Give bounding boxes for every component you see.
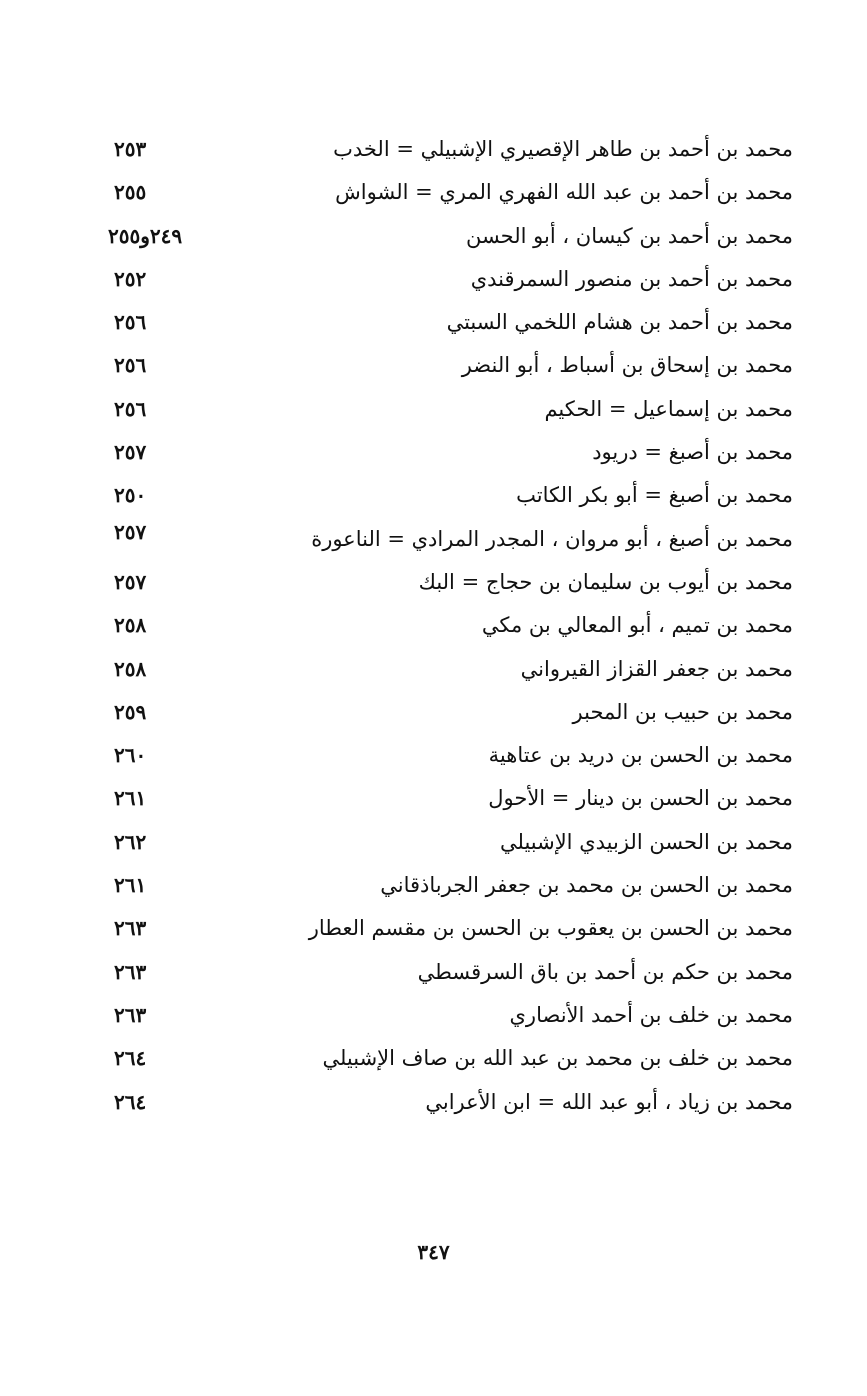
- entry-page-number: ٢٥٢: [114, 266, 147, 291]
- entry-name: محمد بن أحمد بن كيسان ، أبو الحسن: [465, 223, 793, 248]
- entry-page-number: ٢٥٦: [114, 353, 147, 378]
- index-entry: [100, 821, 793, 864]
- index-entry: [100, 1081, 793, 1124]
- entry-name: محمد بن أحمد بن هشام اللخمي السبتي: [446, 310, 793, 335]
- entry-page-number: ٢٦٢: [114, 829, 147, 854]
- entry-name: محمد بن أصبغ = دريود: [592, 440, 793, 465]
- entry-name: محمد بن الحسن بن دينار = الأحول: [488, 786, 793, 811]
- entry-name: محمد بن زياد ، أبو عبد الله = ابن الأعرابي: [425, 1089, 793, 1114]
- entry-name: محمد بن أصبغ = أبو بكر الكاتب: [516, 483, 793, 508]
- entry-page-number: ٢٥٦: [114, 396, 147, 421]
- index-entry: [100, 258, 793, 301]
- entry-name: محمد بن إسماعيل = الحكيم: [544, 396, 793, 421]
- entry-page-number: ٢٦٤: [114, 1089, 147, 1114]
- entry-page-number: ٢٥٥: [114, 180, 147, 205]
- index-entry: [100, 431, 793, 474]
- entry-page-number: ٢٦٣: [114, 916, 147, 941]
- index-entries: [100, 128, 793, 1124]
- entry-name: محمد بن جعفر القزاز القيرواني: [520, 656, 793, 681]
- entry-page-number: ٢٥٧: [114, 519, 147, 544]
- entry-page-number: ٢٦١: [114, 786, 147, 811]
- entry-name: محمد بن الحسن بن محمد بن جعفر الجرباذقاني: [380, 873, 793, 898]
- index-entry: [100, 691, 793, 734]
- entry-name: محمد بن الحسن بن يعقوب بن الحسن بن مقسم العطار: [308, 916, 793, 941]
- index-entry: [100, 994, 793, 1037]
- index-entry: [100, 907, 793, 950]
- entry-page-number: ٢٥٠: [114, 483, 147, 508]
- entry-name: محمد بن أصبغ ، أبو مروان ، المجدر المرادي = الناعورة: [311, 526, 793, 551]
- entry-name: محمد بن خلف بن أحمد الأنصاري: [509, 1002, 793, 1027]
- index-entry: [100, 344, 793, 387]
- page-number: ٣٤٧: [417, 1240, 450, 1264]
- index-entry: [100, 604, 793, 647]
- index-entry: [100, 301, 793, 344]
- entry-page-number: ٢٥٩: [114, 699, 147, 724]
- index-entry: [100, 648, 793, 691]
- index-entry: [100, 388, 793, 431]
- entry-name: محمد بن تميم ، أبو المعالي بن مكي: [481, 613, 793, 638]
- index-entry: [100, 561, 793, 604]
- entry-page-number: ٢٥٧: [114, 569, 147, 594]
- index-entry: [100, 518, 793, 561]
- index-entry: [100, 864, 793, 907]
- index-entry: [100, 171, 793, 214]
- index-entry: [100, 128, 793, 171]
- entry-page-number: ٢٥٧: [114, 440, 147, 465]
- entry-page-number: ٢٥٨: [114, 656, 147, 681]
- index-entry: [100, 1037, 793, 1080]
- entry-name: محمد بن حبيب بن المحبر: [572, 699, 793, 724]
- entry-page-number: ٢٤٩و٢٥٥: [108, 223, 183, 248]
- index-entry: [100, 734, 793, 777]
- entry-page-number: ٢٦١: [114, 873, 147, 898]
- entry-page-number: ٢٦٣: [114, 959, 147, 984]
- entry-name: محمد بن أحمد بن منصور السمرقندي: [470, 266, 793, 291]
- entry-name: محمد بن الحسن بن دريد بن عتاهية: [488, 743, 793, 768]
- entry-page-number: ٢٥٨: [114, 613, 147, 638]
- index-entry: [100, 777, 793, 820]
- entry-page-number: ٢٥٣: [114, 137, 147, 161]
- entry-page-number: ٢٦٣: [114, 1002, 147, 1027]
- entry-name: محمد بن أحمد بن عبد الله الفهري المري = الشواش: [335, 180, 793, 205]
- entry-name: محمد بن أحمد بن طاهر الإقصيري الإشبيلي = الخدب: [333, 137, 793, 161]
- entry-page-number: ٢٦٠: [114, 743, 147, 768]
- index-entry: [100, 474, 793, 517]
- entry-name: محمد بن الحسن الزبيدي الإشبيلي: [499, 829, 793, 854]
- entry-name: محمد بن أيوب بن سليمان بن حجاج = البك: [418, 569, 793, 594]
- entry-page-number: ٢٦٤: [114, 1046, 147, 1071]
- entry-page-number: ٢٥٦: [114, 310, 147, 335]
- entry-name: محمد بن حكم بن أحمد بن باق السرقسطي: [417, 959, 793, 984]
- entry-name: محمد بن خلف بن محمد بن عبد الله بن صاف الإشبيلي: [322, 1046, 793, 1071]
- index-entry: [100, 215, 793, 258]
- entry-name: محمد بن إسحاق بن أسباط ، أبو النضر: [461, 353, 793, 378]
- index-entry: [100, 951, 793, 994]
